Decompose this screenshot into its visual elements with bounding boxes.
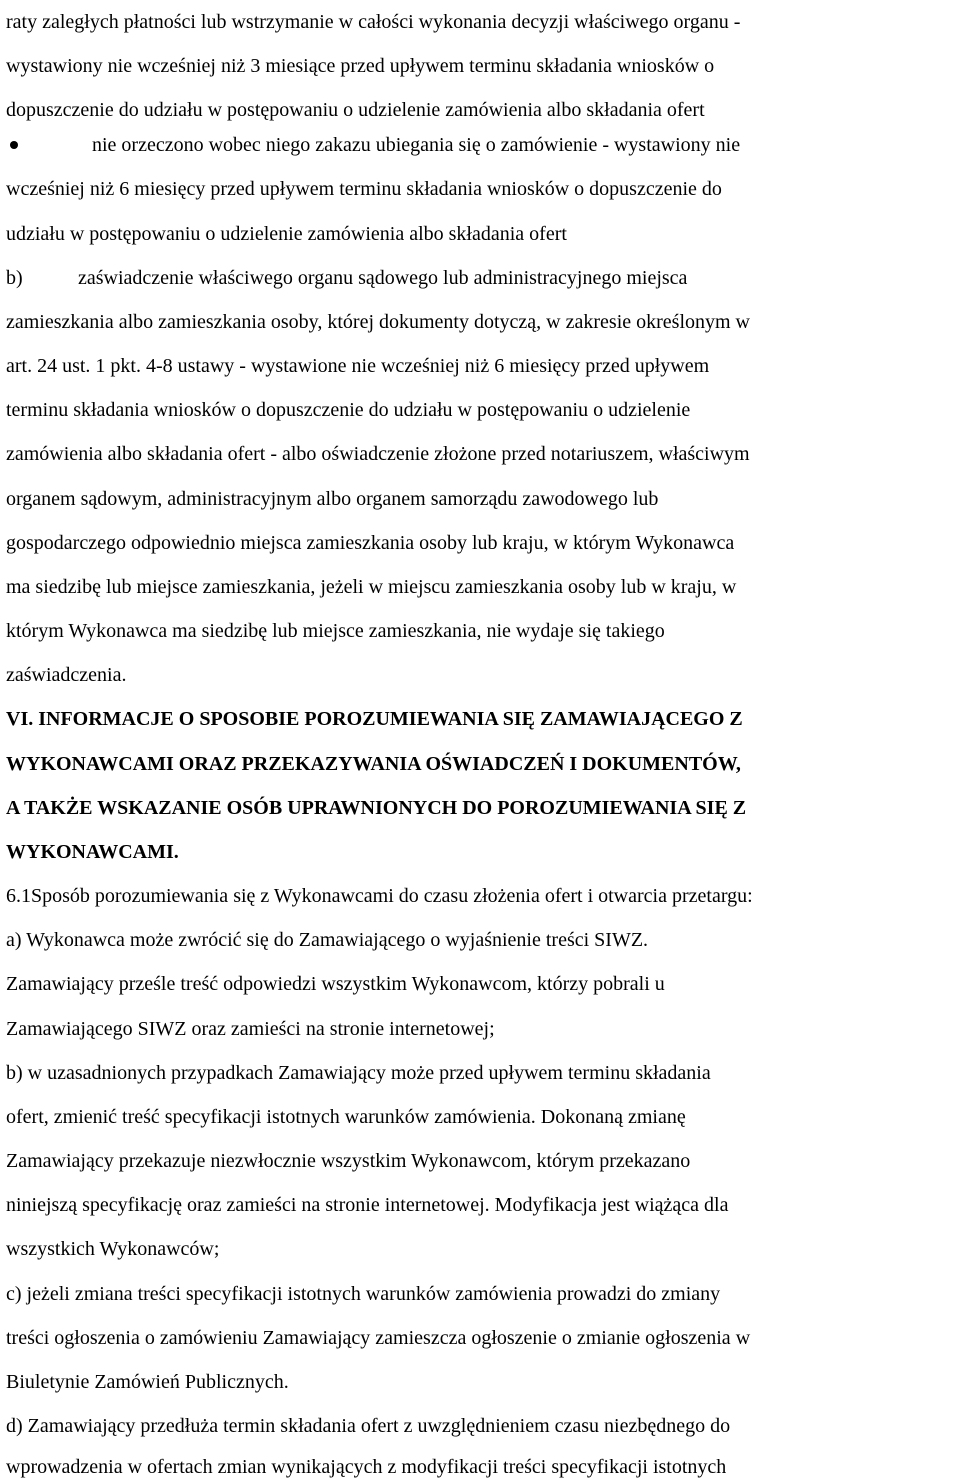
text-line: zaświadczenia. [6, 664, 127, 686]
text-line: wystawiony nie wcześniej niż 3 miesiące przed upływem terminu składania wniosków o [6, 55, 715, 77]
text-line: b) w uzasadnionych przypadkach Zamawiający może przed upływem terminu składania [6, 1062, 711, 1084]
text-line: d) Zamawiający przedłuża termin składania ofert z uwzględnieniem czasu niezbędnego do [6, 1415, 731, 1437]
text-line: art. 24 ust. 1 pkt. 4-8 ustawy - wystawione nie wcześniej niż 6 miesięcy przed upływem [6, 355, 710, 377]
text-line: terminu składania wniosków o dopuszczenie do udziału w postępowaniu o udzielenie [6, 399, 691, 421]
text-line: zaświadczenie właściwego organu sądowego lub administracyjnego miejsca [78, 267, 688, 289]
bullet-icon [10, 141, 18, 149]
text-line: gospodarczego odpowiednio miejsca zamieszkania osoby lub kraju, w którym Wykonawca [6, 532, 735, 554]
text-line: wprowadzenia w ofertach zmian wynikających z modyfikacji treści specyfikacji istotnych [6, 1456, 727, 1478]
bullet-item-text: nie orzeczono wobec niego zakazu ubiegania się o zamówienie - wystawiony nie [92, 134, 741, 156]
text-line: ma siedzibę lub miejsce zamieszkania, jeżeli w miejscu zamieszkania osoby lub w kraju, w [6, 576, 737, 598]
text-line: ofert, zmienić treść specyfikacji istotnych warunków zamówienia. Dokonaną zmianę [6, 1106, 686, 1128]
text-line: a) Wykonawca może zwrócić się do Zamawiającego o wyjaśnienie treści SIWZ. [6, 929, 649, 951]
text-line: treści ogłoszenia o zamówieniu Zamawiający zamieszcza ogłoszenie o zmianie ogłoszenia w [6, 1327, 751, 1349]
list-marker: b) [6, 267, 23, 289]
text-line: c) jeżeli zmiana treści specyfikacji istotnych warunków zamówienia prowadzi do zmiany [6, 1283, 721, 1305]
section-heading: A TAKŻE WSKAZANIE OSÓB UPRAWNIONYCH DO POROZUMIEWANIA SIĘ Z [6, 797, 747, 819]
text-line: Zamawiającego SIWZ oraz zamieści na stronie internetowej; [6, 1018, 495, 1040]
section-heading: WYKONAWCAMI ORAZ PRZEKAZYWANIA OŚWIADCZEŃ I DOKUMENTÓW, [6, 753, 741, 775]
text-line: Zamawiający przekazuje niezwłocznie wszystkim Wykonawcom, którym przekazano [6, 1150, 691, 1172]
text-line: raty zaległych płatności lub wstrzymanie w całości wykonania decyzji właściwego organu - [6, 11, 741, 33]
text-line: wcześniej niż 6 miesięcy przed upływem terminu składania wniosków o dopuszczenie do [6, 178, 722, 200]
text-line: 6.1Sposób porozumiewania się z Wykonawcami do czasu złożenia ofert i otwarcia przetargu: [6, 885, 753, 907]
text-line: którym Wykonawca ma siedzibę lub miejsce zamieszkania, nie wydaje się takiego [6, 620, 665, 642]
text-line: organem sądowym, administracyjnym albo organem samorządu zawodowego lub [6, 488, 659, 510]
text-line: Zamawiający prześle treść odpowiedzi wszystkim Wykonawcom, którzy pobrali u [6, 973, 665, 995]
text-line: wszystkich Wykonawców; [6, 1238, 220, 1260]
text-line: udziału w postępowaniu o udzielenie zamówienia albo składania ofert [6, 223, 567, 245]
text-line: niniejszą specyfikację oraz zamieści na stronie internetowej. Modyfikacja jest wiążąca dla [6, 1194, 729, 1216]
text-line: zamieszkania albo zamieszkania osoby, której dokumenty dotyczą, w zakresie określonym w [6, 311, 751, 333]
text-line: Biuletynie Zamówień Publicznych. [6, 1371, 289, 1393]
text-line: zamówienia albo składania ofert - albo oświadczenie złożone przed notariuszem, właściwym [6, 443, 750, 465]
text-line: dopuszczenie do udziału w postępowaniu o udzielenie zamówienia albo składania ofert [6, 99, 705, 121]
section-heading: WYKONAWCAMI. [6, 841, 179, 863]
section-heading: VI. INFORMACJE O SPOSOBIE POROZUMIEWANIA SIĘ ZAMAWIAJĄCEGO Z [6, 708, 743, 730]
